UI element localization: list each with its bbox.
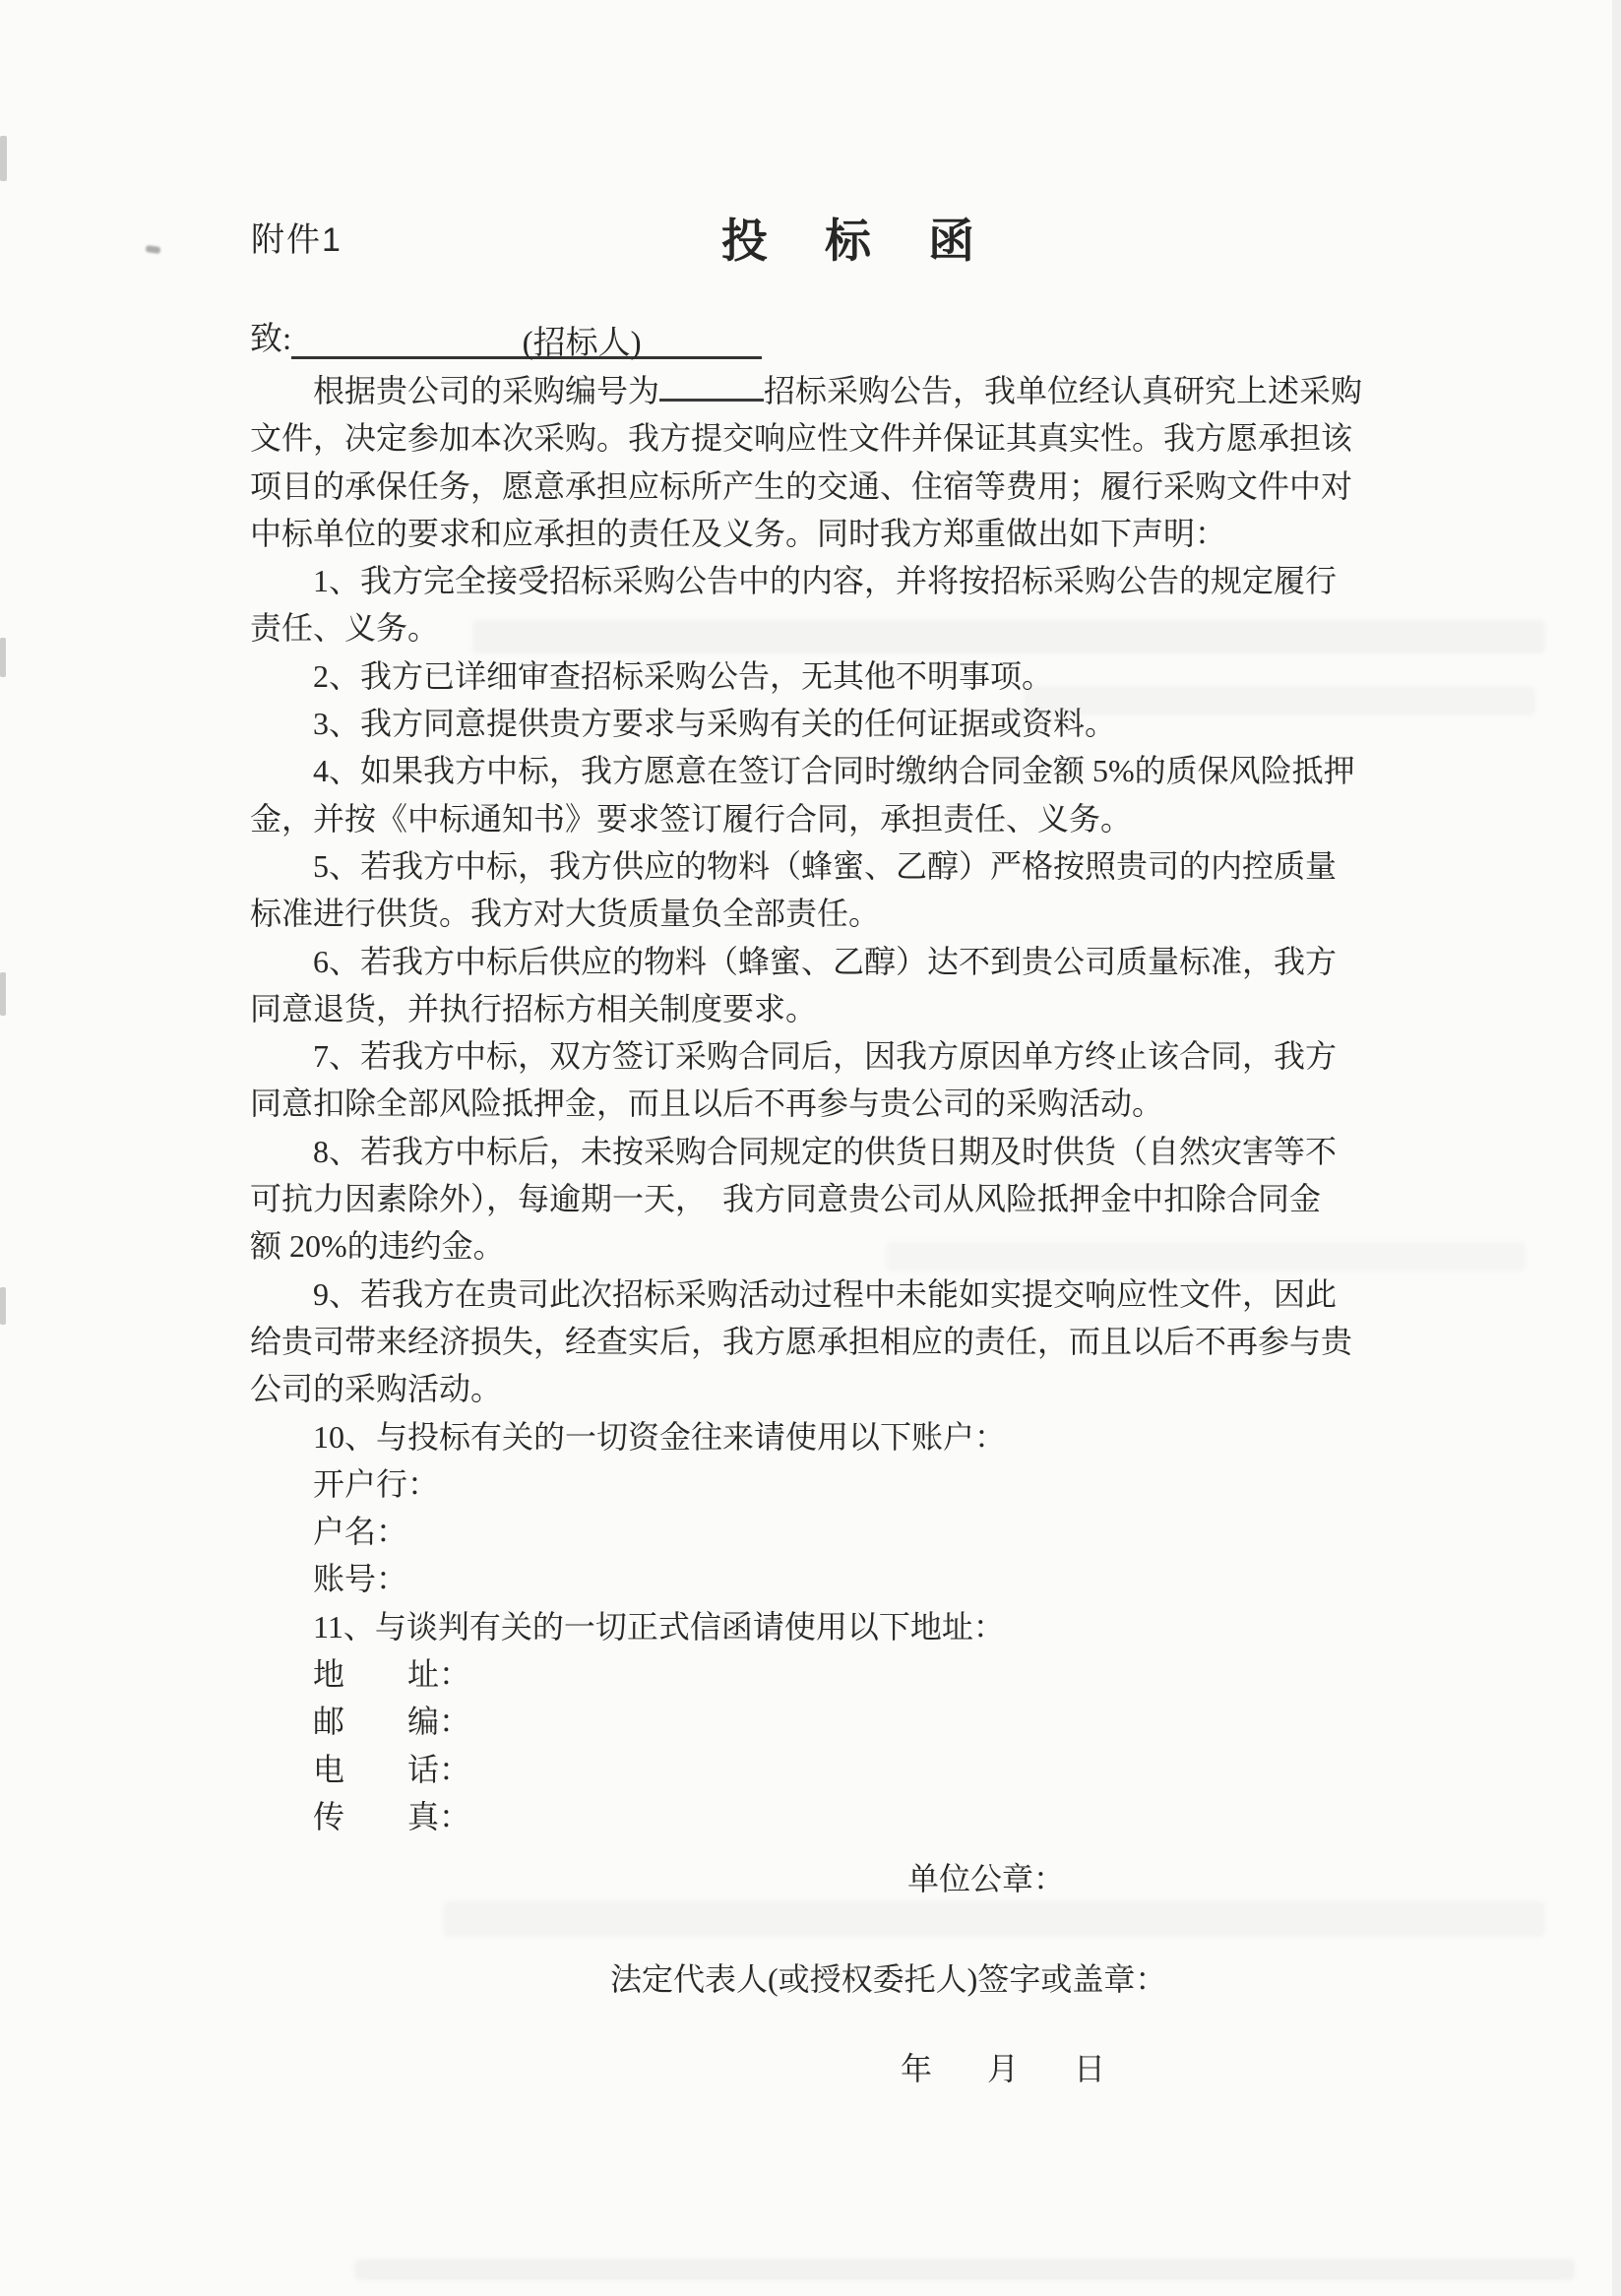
company-seal-label: 单位公章： <box>907 1861 1066 1896</box>
document-line: 同意扣除全部风险抵押金，而且以后不再参与贵公司的采购活动。 <box>250 1086 1164 1122</box>
scan-artifact <box>1612 0 1621 2296</box>
document-line: 额 20%的违约金。 <box>250 1228 505 1265</box>
document-line: 地 址： <box>313 1656 471 1693</box>
document-line: 邮 编： <box>313 1704 471 1740</box>
document-line: 电 话： <box>313 1751 471 1787</box>
attachment-label: 附件1 <box>251 221 343 259</box>
fill-in-blank-underline <box>291 317 762 359</box>
document-line: 项目的承保任务，愿意承担应标所产生的交通、住宿等费用；履行采购文件中对 <box>250 467 1353 504</box>
document-line: 3、我方同意提供贵方要求与采购有关的任何证据或资料。 <box>313 706 1117 742</box>
scan-artifact <box>0 1287 6 1325</box>
salutation-hint: (招标人) <box>522 326 642 361</box>
document-line: 文件，决定参加本次采购。我方提交响应性文件并保证其真实性。我方愿承担该 <box>250 420 1353 457</box>
scan-artifact <box>354 2259 1575 2280</box>
document-line: 同意退货，并执行招标方相关制度要求。 <box>250 990 818 1026</box>
document-line: 中标单位的要求和应承担的责任及义务。同时我方郑重做出如下声明： <box>250 515 1227 551</box>
legal-representative-signature-label: 法定代表人(或授权委托人)签字或盖章： <box>610 1961 1167 1997</box>
fill-in-blank-underline <box>659 369 764 402</box>
document-line: 账号： <box>313 1561 408 1597</box>
page-title: 投标函 <box>721 217 1031 268</box>
document-line: 5、若我方中标，我方供应的物料（蜂蜜、乙醇）严格按照贵司的内控质量 <box>313 847 1338 884</box>
document-line: 户名： <box>313 1514 408 1550</box>
document-line: 6、若我方中标后供应的物料（蜂蜜、乙醇）达不到贵公司质量标准，我方 <box>313 943 1338 979</box>
document-line: 9、若我方在贵司此次招标采购活动过程中未能如实提交响应性文件，因此 <box>313 1275 1338 1312</box>
document-line: 公司的采购活动。 <box>250 1371 503 1407</box>
document-line: 开户行： <box>313 1465 440 1502</box>
document-line: 4、如果我方中标，我方愿意在签订合同时缴纳合同金额 5%的质保风险抵押 <box>313 753 1355 789</box>
document-line: 责任、义务。 <box>250 610 440 647</box>
scan-artifact <box>146 245 161 254</box>
document-line: 7、若我方中标，双方签订采购合同后，因我方原因单方终止该合同，我方 <box>313 1038 1338 1075</box>
paragraph-text: 根据贵公司的采购编号为 <box>313 373 660 408</box>
document-line: 10、与投标有关的一切资金往来请使用以下账户： <box>313 1418 1007 1455</box>
document-line: 传 真： <box>313 1798 471 1834</box>
document-line: 8、若我方中标后，未按采购合同规定的供货日期及时供货（自然灾害等不 <box>313 1133 1338 1169</box>
document-line: 1、我方完全接受招标采购公告中的内容，并将按招标采购公告的规定履行 <box>313 563 1338 599</box>
scan-artifact <box>0 638 6 677</box>
scan-artifact <box>0 972 6 1016</box>
document-line <box>250 367 1392 414</box>
scan-artifact <box>443 1901 1545 1937</box>
document-line: 11、与谈判有关的一切正式信函请使用以下地址： <box>313 1608 1005 1644</box>
document-line: 2、我方已详细审查招标采购公告，无其他不明事项。 <box>313 657 1054 694</box>
document-line: 金，并按《中标通知书》要求签订履行合同，承担责任、义务。 <box>250 800 1133 837</box>
document-line: 给贵司带来经济损失，经查实后，我方愿承担相应的责任，而且以后不再参与贵 <box>250 1323 1353 1359</box>
document-body <box>250 367 1392 1840</box>
document-line: 标准进行供货。我方对大货质量负全部责任。 <box>250 896 881 932</box>
document-line: 可抗力因素除外），每逾期一天， 我方同意贵公司从风险抵押金中扣除合同金 <box>250 1181 1322 1217</box>
paragraph-text: 招标采购公告，我单位经认真研究上述采购 <box>764 373 1363 408</box>
scan-artifact <box>0 136 7 181</box>
salutation-prefix: 致: <box>250 322 292 357</box>
salutation-line <box>250 313 762 359</box>
date-label: 年月日 <box>901 2051 1161 2086</box>
